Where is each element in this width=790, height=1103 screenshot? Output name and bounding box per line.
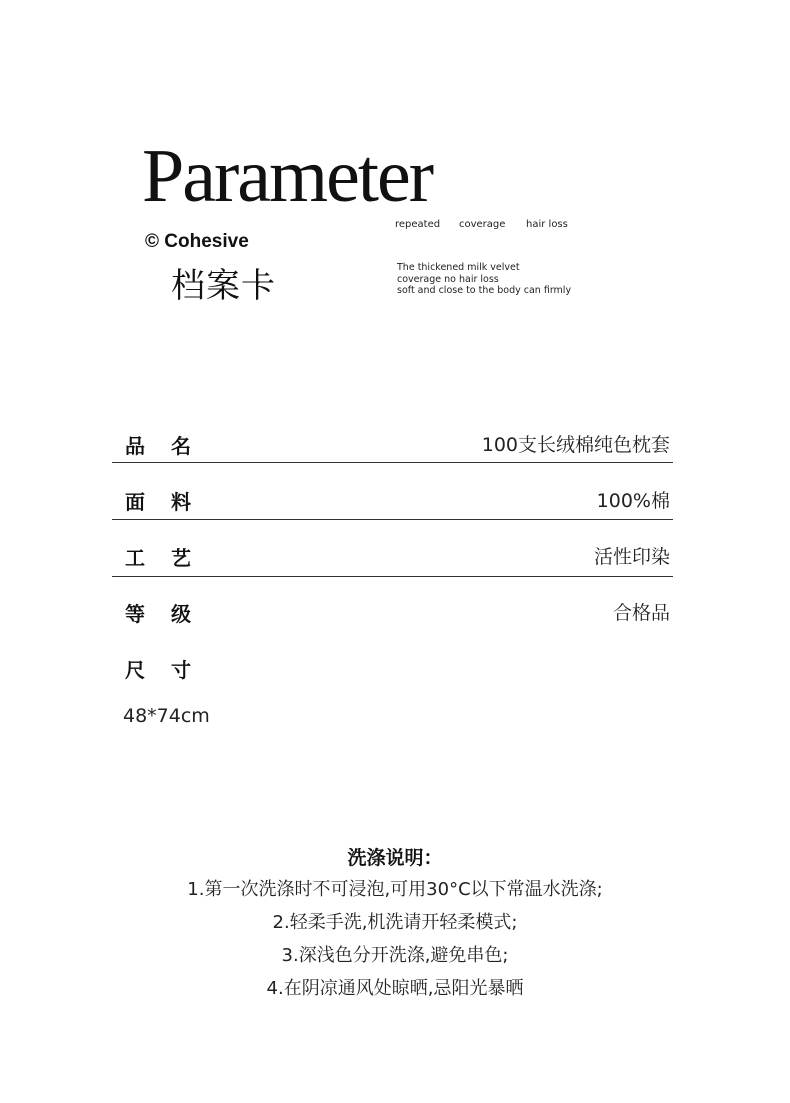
page-title: Parameter bbox=[142, 134, 433, 218]
product-description bbox=[397, 262, 571, 297]
washing-line: 3.深浅色分开洗涤,避免串色; bbox=[281, 945, 509, 966]
spec-value: 合格品 bbox=[612, 602, 670, 624]
washing-line: 1.第一次洗涤时不可浸泡,可用30°C以下常温水洗涤; bbox=[187, 879, 603, 900]
spec-label: 等级 bbox=[125, 602, 217, 626]
description-line: coverage no hair loss bbox=[397, 273, 499, 285]
washing-title: 洗涤说明： bbox=[347, 847, 443, 869]
washing-line: 2.轻柔手洗,机洗请开轻柔模式; bbox=[272, 912, 518, 933]
tag-hair-loss: hair loss bbox=[526, 219, 568, 230]
spec-row-process bbox=[112, 542, 673, 598]
spec-row-name bbox=[112, 430, 673, 486]
cn-title: 档案卡 bbox=[171, 266, 276, 306]
spec-value: 100%棉 bbox=[596, 490, 670, 512]
spec-value: 活性印染 bbox=[593, 546, 670, 568]
spec-row-size bbox=[112, 654, 673, 710]
washing-line: 4.在阴凉通风处晾晒,忌阳光暴晒 bbox=[266, 978, 524, 999]
spec-label: 尺寸 bbox=[125, 658, 217, 682]
spec-label: 面料 bbox=[125, 490, 217, 514]
divider bbox=[112, 576, 673, 577]
tag-coverage: coverage bbox=[459, 219, 506, 230]
spec-row-grade bbox=[112, 598, 673, 654]
size-value: 48*74cm bbox=[123, 705, 210, 727]
divider bbox=[112, 462, 673, 463]
description-line: The thickened milk velvet bbox=[397, 262, 520, 273]
spec-label: 工艺 bbox=[125, 546, 217, 570]
spec-row-fabric bbox=[112, 486, 673, 542]
brand-name: © Cohesive bbox=[145, 231, 249, 252]
washing-instructions bbox=[0, 843, 790, 1005]
spec-label: 品名 bbox=[125, 434, 217, 458]
tag-repeated: repeated bbox=[395, 219, 441, 230]
description-line: soft and close to the body can firmly bbox=[397, 285, 572, 296]
divider bbox=[112, 519, 673, 520]
spec-value: 100支长绒棉纯色枕套 bbox=[481, 434, 670, 456]
